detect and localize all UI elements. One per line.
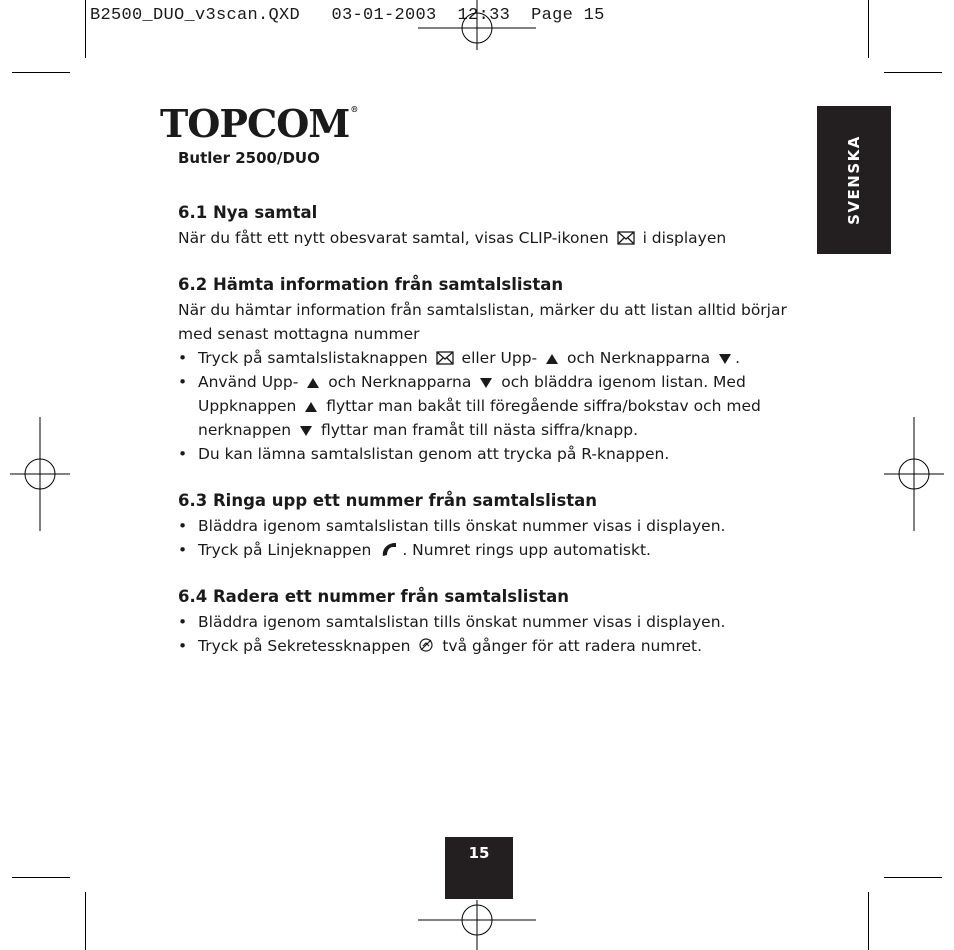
text-fragment: flyttar man framåt till nästa siffra/knapp. — [320, 421, 638, 439]
secrecy-icon — [418, 637, 434, 653]
language-tab — [817, 106, 891, 254]
section-title: 6.4 Radera ett nummer från samtalslistan — [178, 587, 569, 606]
section-new-calls — [178, 200, 818, 250]
section-intro: När du hämtar information från samtalslistan, märker du att listan alltid börjar med senast mottagna nummer — [178, 301, 787, 343]
registration-mark-left — [10, 417, 70, 531]
section-call-list-info — [178, 272, 818, 466]
list-item — [178, 634, 818, 658]
language-tab-label: SVENSKA — [845, 135, 863, 225]
brand-logo — [160, 101, 358, 146]
section-title: 6.2 Hämta information från samtalslistan — [178, 275, 564, 294]
up-triangle-icon — [545, 353, 559, 365]
text-fragment: . Numret rings upp automatiskt. — [402, 541, 651, 559]
section-title: 6.1 Nya samtal — [178, 203, 318, 222]
crop-mark — [85, 0, 86, 58]
down-triangle-icon — [479, 377, 493, 389]
crop-mark — [868, 0, 869, 58]
crop-mark — [12, 877, 70, 878]
up-triangle-icon — [304, 401, 318, 413]
text-fragment: och Nerknapparna — [567, 349, 711, 367]
text-fragment: eller Upp- — [461, 349, 538, 367]
envelope-icon — [617, 231, 635, 245]
list-item: • Bläddra igenom samtalslistan tills önskat nummer visas i displayen. — [178, 610, 818, 634]
registered-mark: ® — [350, 104, 358, 114]
text-fragment: . — [735, 349, 741, 367]
text-fragment: och bläddra igenom listan. Med Uppknappen — [198, 373, 746, 415]
registration-mark-right — [884, 417, 944, 531]
crop-mark — [884, 877, 942, 878]
list-item — [178, 346, 818, 370]
envelope-icon — [436, 351, 454, 365]
text-fragment: Tryck på Sekretessknappen — [198, 637, 411, 655]
list-item: • Du kan lämna samtalslistan genom att trycka på R-knappen. — [178, 442, 818, 466]
crop-mark — [12, 72, 70, 73]
bullet-list — [178, 346, 818, 466]
manual-content — [178, 200, 818, 680]
list-item — [178, 370, 818, 442]
section-title: 6.3 Ringa upp ett nummer från samtalslistan — [178, 491, 598, 510]
text-fragment: Tryck på samtalslistaknappen — [198, 349, 428, 367]
text-fragment: och Nerknapparna — [328, 373, 472, 391]
phone-handset-icon — [379, 541, 399, 557]
bullet-list — [178, 610, 818, 658]
up-triangle-icon — [306, 377, 320, 389]
logo-text: TOPCOM — [160, 101, 350, 146]
text-fragment: två gånger för att radera numret. — [442, 637, 703, 655]
list-item: • Bläddra igenom samtalslistan tills önskat nummer visas i displayen. — [178, 514, 818, 538]
section-text — [178, 226, 818, 250]
text-fragment: i displayen — [642, 229, 727, 247]
registration-mark-top — [418, 0, 536, 50]
registration-mark-bottom — [418, 900, 536, 950]
down-triangle-icon — [299, 425, 313, 437]
bullet-list — [178, 514, 818, 562]
page-number: 15 — [445, 837, 513, 899]
section-dial-from-list — [178, 488, 818, 562]
down-triangle-icon — [718, 353, 732, 365]
crop-mark — [884, 72, 942, 73]
text-fragment: När du fått ett nytt obesvarat samtal, visas CLIP-ikonen — [178, 229, 609, 247]
product-name: Butler 2500/DUO — [178, 149, 320, 167]
crop-mark — [868, 892, 869, 950]
list-item — [178, 538, 818, 562]
crop-mark — [85, 892, 86, 950]
print-header: B2500_DUO_v3scan.QXD 03-01-2003 12:33 Page 15 — [90, 6, 605, 25]
section-delete-from-list — [178, 584, 818, 658]
text-fragment: Tryck på Linjeknappen — [198, 541, 372, 559]
text-fragment: flyttar man bakåt till föregående siffra/bokstav och med nerknappen — [198, 397, 761, 439]
text-fragment: Använd Upp- — [198, 373, 299, 391]
